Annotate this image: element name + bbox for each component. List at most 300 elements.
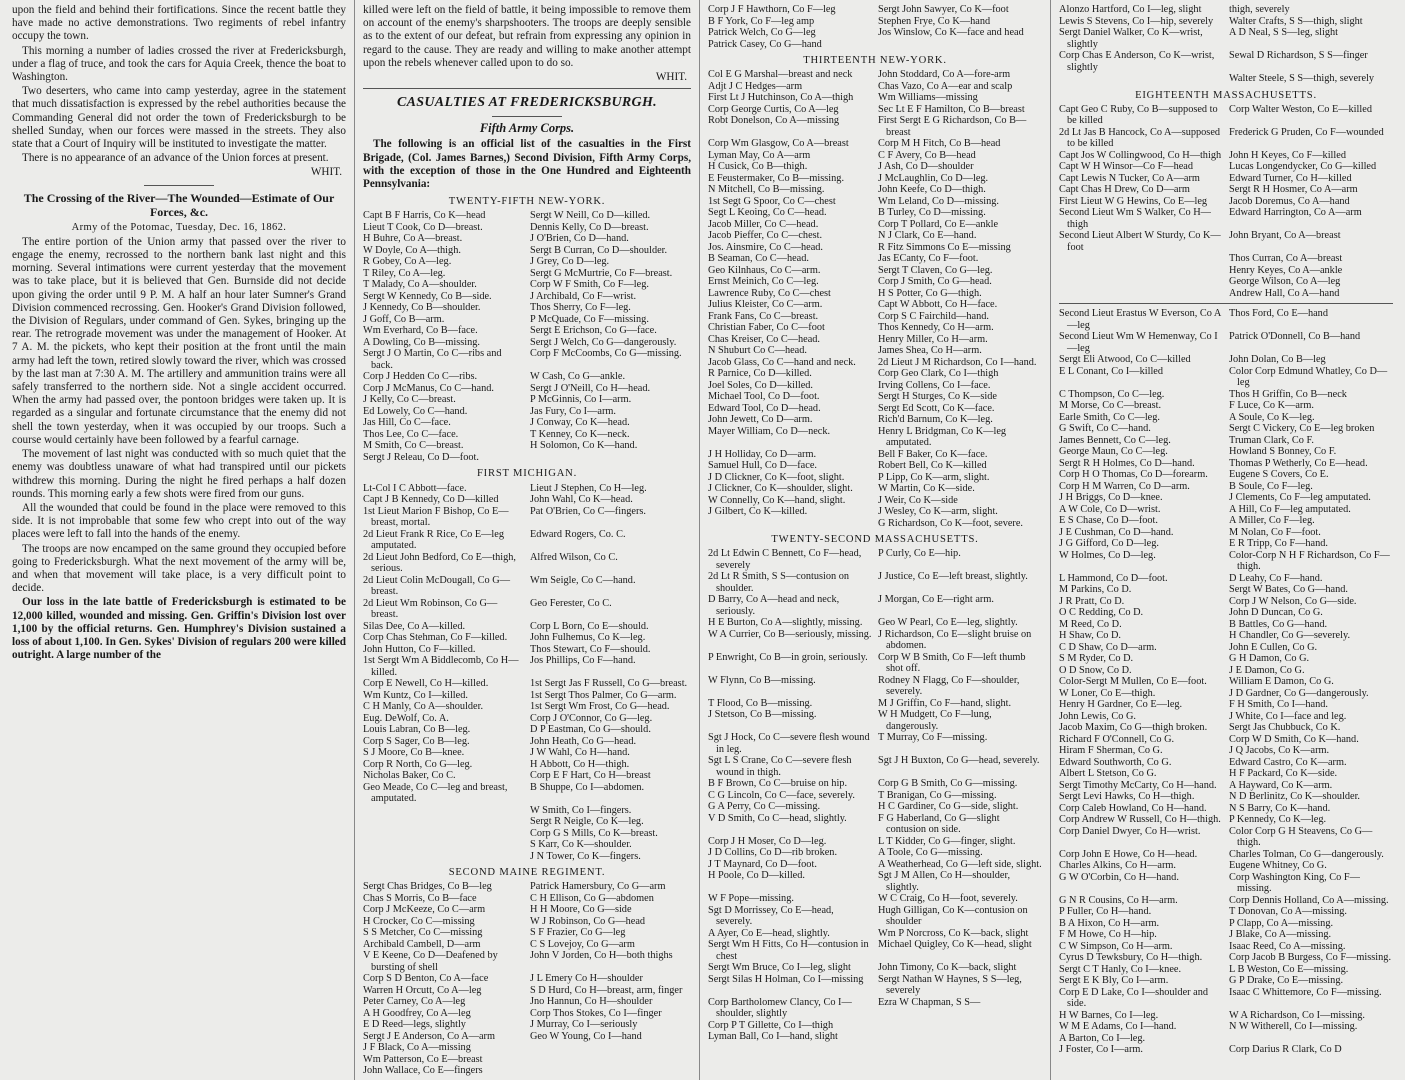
casualty-entry: Andrew Hall, Co A—hand: [1229, 287, 1340, 299]
casualty-entry: John Keefe, Co D—thigh.: [878, 184, 986, 196]
casualty-entry: thigh, severely: [1229, 4, 1290, 15]
casualty-entry: Jno Hannun, Co H—shoulder: [530, 996, 653, 1008]
casualty-entry: H S Potter, Co G—thigh.: [878, 287, 982, 299]
casualty-entry: P Curly, Co E—hip.: [878, 548, 961, 560]
casualty-entry: 2d Lieut John Bedford, Co E—thigh, serious.: [363, 551, 517, 575]
casualty-entry: T Murray, Co F—missing.: [878, 732, 988, 744]
casualty-entry: Corp Washington King, Co F—missing.: [1229, 871, 1360, 895]
casualty-entry: Isaac Reed, Co A—missing.: [1229, 940, 1346, 952]
article-paragraph: upon the field and behind their fortifications. Since the recent battle they have made no active demonstrations. Two regiments of rebel infantry occupy the town.: [12, 4, 346, 43]
casualty-entry: Wm Seigle, Co C—hand.: [530, 574, 636, 586]
casualty-entry: J O'Brien, Co D—hand.: [530, 233, 629, 245]
casualty-entry: Capt Geo C Ruby, Co B—supposed to be killed: [1059, 103, 1218, 127]
casualty-entry: Wm Leland, Co D—missing.: [878, 195, 999, 207]
casualty-entry: Wm P Norcross, Co K—back, slight: [878, 927, 1029, 939]
casualty-entry: N W Witherell, Co I—missing.: [1229, 1021, 1358, 1033]
casualty-entry: Earle Smith, Co C—leg.: [1059, 411, 1160, 423]
casualty-list: [363, 210, 691, 463]
casualty-entry: Patrick Casey, Co G—hand: [708, 38, 822, 50]
casualty-entry: A Toole, Co G—missing.: [878, 847, 983, 859]
casualty-entry: Ezra W Chapman, S S—: [878, 996, 981, 1008]
casualty-entry: N D Berlinitz, Co K—shoulder.: [1229, 791, 1361, 803]
casualty-entry: Patrick O'Donnell, Co B—hand: [1229, 331, 1361, 343]
casualty-entry: Sergt Timothy McCarty, Co H—hand.: [1059, 779, 1217, 791]
casualty-entry: Lewis S Stevens, Co I—hip, severely: [1059, 15, 1214, 27]
casualty-entry: J Wesley, Co K—arm, slight.: [878, 506, 998, 518]
casualty-entry: R Fitz Simmons Co E—missing: [878, 241, 1011, 253]
casualty-entry: W Doyle, Co A—thigh.: [363, 244, 461, 256]
casualty-entry: Geo W Pearl, Co E—leg, slightly.: [878, 617, 1018, 629]
casualty-entry: C G Lincoln, Co C—face, severely.: [708, 789, 855, 801]
casualty-entry: Corp Chas E Anderson, Co K—wrist, slightly: [1059, 50, 1215, 73]
casualty-entry: William E Damon, Co G.: [1229, 676, 1334, 688]
casualty-entry: P McQuade, Co F—missing.: [530, 313, 649, 325]
casualty-entry: Corp Daniel Dwyer, Co H—wrist.: [1059, 825, 1201, 837]
casualty-entry: Corp J W Nelson, Co G—side.: [1229, 595, 1357, 607]
casualty-entry: Walter Steele, S S—thigh, severely: [1229, 73, 1375, 84]
casualty-entry: Sergt Wm H Fitts, Co H—contusion in chest: [708, 939, 869, 962]
casualty-entry: L T Kidder, Co G—finger, slight.: [878, 835, 1016, 847]
casualty-entry: Richard F O'Connell, Co G.: [1059, 733, 1175, 745]
casualty-entry: J Clements, Co F—leg amputated.: [1229, 492, 1371, 504]
casualty-entry: [1059, 288, 1223, 300]
casualty-entry: T Donovan, Co A—missing.: [1229, 906, 1347, 918]
casualty-entry: J McLaughlin, Co D—leg.: [878, 172, 989, 184]
casualty-entry: Corp R North, Co G—leg.: [363, 758, 473, 770]
casualty-entry: S S Metcher, Co C—missing: [363, 927, 483, 939]
casualty-entry: John Hutton, Co F—killed.: [363, 643, 476, 655]
casualty-entry: G P Drake, Co E—missing.: [1229, 975, 1344, 987]
casualty-entry: Sergt Levi Hawks, Co H—thigh.: [1059, 791, 1195, 803]
casualty-entry: F G Haberland, Co G—slight contusion on side.: [878, 812, 1000, 836]
casualty-entry: J D Gardner, Co G—dangerously.: [1229, 687, 1369, 699]
casualty-entry: A Ayer, Co E—head, slightly.: [708, 927, 830, 939]
casualty-entry: Corp L Born, Co E—should.: [530, 620, 649, 632]
column-2: [355, 0, 700, 1080]
casualty-entry: [1059, 276, 1223, 288]
casualty-entry: Corp H M Warren, Co D—arm.: [1059, 480, 1190, 492]
casualty-entry: Charles Tolman, Co G—dangerously.: [1229, 848, 1384, 860]
casualty-entry: T Flood, Co B—missing.: [708, 697, 813, 709]
casualty-entry: First Sergt E G Richardson, Co B—breast: [878, 115, 1027, 138]
casualty-entry: E Feustermaker, Co B—missing.: [708, 172, 845, 184]
casualty-entry: Ed Lowely, Co C—hand.: [363, 405, 468, 417]
casualty-entry: Hiram F Sherman, Co G.: [1059, 745, 1163, 757]
casualty-entry: Corp J McManus, Co C—hand.: [363, 382, 494, 394]
casualty-entry: Lyman Ball, Co I—hand, slight: [708, 1031, 838, 1043]
casualty-entry: Eug. DeWolf, Co. A.: [363, 712, 449, 724]
casualty-entry: B Battles, Co G—hand.: [1229, 618, 1328, 630]
casualty-entry: Jos Phillips, Co F—hand.: [530, 655, 636, 667]
casualty-entry: H H Moore, Co G—side: [530, 904, 632, 916]
casualty-entry: Rich'd Barnum, Co K—leg.: [878, 414, 993, 426]
casualty-entry: Archibald Cambell, D—arm: [363, 938, 481, 950]
casualty-entry: A Hill, Co F—leg amputated.: [1229, 503, 1351, 515]
casualty-entry: D Barry, Co A—head and neck, seriously.: [708, 594, 840, 617]
casualty-entry: Segt L Keoing, Co C—head.: [708, 207, 827, 219]
casualty-entry: Hugh Gilligan, Co K—contusion on shoulder: [878, 904, 1028, 928]
casualty-entry: Irving Collens, Co I—face.: [878, 379, 991, 391]
casualty-entry: Second Lieut Wm S Walker, Co H—thigh: [1059, 207, 1211, 230]
casualty-entry: Thos Curran, Co A—breast: [1229, 253, 1343, 265]
casualty-entry: Sec Lt E F Hamilton, Co B—breast: [878, 103, 1025, 115]
casualty-entry: H Poole, Co D—killed.: [708, 870, 805, 882]
casualty-entry: John Heath, Co G—head.: [530, 735, 637, 747]
casualty-entry: John E Cullen, Co G.: [1229, 641, 1318, 653]
casualty-entry: Lieut J Stephen, Co H—leg.: [530, 482, 647, 494]
casualty-entry: Corp J H Moser, Co D—leg.: [708, 835, 827, 847]
casualty-entry: Corp J McKeeze, Co C—arm: [363, 904, 486, 916]
casualty-entry: 2d Lieut J M Richardson, Co I—hand.: [878, 356, 1037, 368]
casualty-entry: 2d Lt R Smith, S S—contusion on shoulder.: [708, 571, 850, 594]
casualty-entry: Corp T Pollard, Co E—ankle: [878, 218, 999, 230]
casualty-entry: J R Pratt, Co D.: [1059, 595, 1125, 607]
casualty-entry: Mayer William, Co D—neck.: [708, 425, 831, 437]
casualty-entry: Chas Kreiser, Co C—head.: [708, 333, 820, 345]
casualty-entry: Jacob Maxim, Co G—thigh broken.: [1059, 722, 1208, 734]
casualty-entry: Peter Carney, Co A—leg: [363, 996, 466, 1008]
casualty-list: [1059, 308, 1393, 1056]
casualty-entry: B F York, Co F—leg amp: [708, 15, 815, 27]
casualty-entry: Sergt Eli Atwood, Co C—killed: [1059, 354, 1191, 366]
casualty-entry: W Smith, Co I—fingers.: [530, 804, 632, 816]
casualty-entry: B A Hixon, Co H—arm.: [1059, 917, 1160, 929]
casualty-entry: Corp G S Mills, Co K—breast.: [530, 827, 658, 839]
casualty-entry: J N Tower, Co K—fingers.: [530, 850, 641, 862]
casualty-entry: Corp G B Smith, Co G—missing.: [878, 778, 1018, 790]
casualty-entry: Sgt J Hock, Co C—severe flesh wound in leg.: [708, 732, 870, 755]
casualty-entry: Wm Patterson, Co E—breast: [363, 1053, 483, 1065]
casualty-entry: Rodney N Flagg, Co F—shoulder, severely.: [878, 674, 1020, 698]
casualty-entry: H Abbott, Co H—thigh.: [530, 758, 630, 770]
casualty-entry: J Conway, Co K—head.: [530, 417, 630, 429]
casualty-entry: J H Holliday, Co D—arm.: [708, 448, 817, 460]
casualty-entry: Corp P T Gillette, Co I—thigh: [708, 1019, 834, 1031]
casualties-headline: CASUALTIES AT FREDERICKSBURGH.: [397, 95, 657, 111]
casualty-entry: H C Gardiner, Co G—side, slight.: [878, 801, 1019, 813]
casualty-entry: Sergt John Sawyer, Co K—foot: [878, 4, 1009, 15]
casualty-entry: Corp Darius R Clark, Co D: [1229, 1044, 1342, 1056]
casualty-entry: Jos. Ainsmire, Co C—head.: [708, 241, 823, 253]
casualty-entry: Sergt J Releau, Co D—foot.: [363, 451, 479, 463]
casualty-entry: T Riley, Co A—leg.: [363, 267, 446, 279]
casualty-entry: W F Pope—missing.: [708, 893, 794, 905]
casualty-entry: Eugene Whitney, Co G.: [1229, 860, 1327, 872]
casualty-entry: Thos Ford, Co E—hand: [1229, 308, 1328, 320]
casualty-entry: J Kelly, Co C—breast.: [363, 394, 456, 406]
casualty-entry: Adjt J C Hedges—arm: [708, 80, 803, 92]
casualty-entry: John Timony, Co K—back, slight: [878, 962, 1017, 974]
casualty-entry: Henry L Bridgman, Co K—leg amputated.: [878, 425, 1007, 449]
casualty-list: [1059, 4, 1393, 85]
casualty-entry: Jacob Miller, Co C—head.: [708, 218, 819, 230]
casualty-entry: Ernst Meinich, Co C—leg.: [708, 276, 819, 288]
casualty-entry: Geo Kilnhaus, Co C—arm.: [708, 264, 821, 276]
casualty-entry: Alfred Wilson, Co C.: [530, 551, 618, 563]
casualty-entry: Corp George Curtis, Co A—leg: [708, 103, 839, 115]
casualty-entry: 1st Sergt Wm A Biddlecomb, Co H—killed.: [363, 655, 519, 678]
casualty-entry: A W Cole, Co D—wrist.: [1059, 503, 1161, 515]
casualty-entry: 2d Lt Edwin C Bennett, Co F—head, severely: [708, 548, 862, 571]
casualty-entry: John H Keyes, Co F—killed: [1229, 149, 1346, 161]
casualty-entry: 2d Lieut Frank R Rice, Co E—leg amputated.: [363, 528, 504, 552]
casualty-entry: B F Brown, Co C—bruise on hip.: [708, 778, 848, 790]
casualty-entry: Corp H O Thomas, Co D—forearm.: [1059, 469, 1208, 481]
casualty-entry: H Solomon, Co K—hand.: [530, 440, 638, 452]
casualty-entry: Corp F McCoombs, Co G—missing.: [530, 348, 682, 360]
casualty-entry: Thos Sherry, Co F—leg.: [530, 302, 631, 314]
casualty-entry: John Wahl, Co K—head.: [530, 494, 633, 506]
casualty-entry: Edward Rogers, Co. C.: [530, 528, 626, 540]
casualty-entry: Sgt L S Crane, Co C—severe flesh wound in thigh.: [708, 755, 852, 778]
casualty-entry: Corp Dennis Holland, Co A—missing.: [1229, 894, 1389, 906]
casualty-entry: Corp W D Smith, Co K—hand.: [1229, 733, 1359, 745]
divider: [144, 185, 214, 186]
casualty-entry: Sergt Ed Scott, Co K—face.: [878, 402, 995, 414]
casualty-entry: Corp Walter Weston, Co E—killed: [1229, 103, 1372, 115]
casualty-entry: Geo Meade, Co C—leg and breast, amputated.: [363, 781, 508, 805]
casualty-entry: Sewal D Richardson, S S—finger: [1229, 50, 1368, 61]
casualty-entry: M J Griffin, Co F—hand, slight.: [878, 697, 1012, 709]
casualty-entry: Frederick G Pruden, Co F—wounded: [1229, 126, 1384, 138]
casualty-entry: Capt Chas H Drew, Co D—arm: [1059, 184, 1190, 196]
casualty-entry: Corp Caleb Howland, Co H—hand.: [1059, 802, 1207, 814]
casualty-entry: 2d Lt Jas B Hancock, Co A—supposed to be killed: [1059, 126, 1221, 150]
casualty-entry: [530, 1054, 691, 1066]
casualty-entry: Sergt R H Holmes, Co D—hand.: [1059, 457, 1195, 469]
casualty-entry: J L Emery Co H—shoulder: [530, 973, 643, 985]
casualty-entry: Sergt C Vickery, Co E—leg broken: [1229, 423, 1375, 435]
casualty-entry: Corp W B Smith, Co F—left thumb shot off.: [878, 651, 1026, 675]
casualty-entry: H W Barnes, Co I—leg.: [1059, 1009, 1159, 1021]
casualty-entry: Silas Dee, Co A—killed.: [363, 620, 466, 632]
casualty-entry: C S Lovejoy, Co G—arm: [530, 938, 635, 950]
casualty-entry: J Archibald, Co F—wrist.: [530, 290, 637, 302]
casualty-entry: J Weir, Co K—side: [878, 494, 958, 506]
casualty-entry: Jacob Pieffer, Co C—chest.: [708, 230, 823, 242]
divider: [492, 116, 562, 117]
casualty-entry: John Fulhemus, Co K—leg.: [530, 632, 646, 644]
casualty-list: [363, 881, 691, 1077]
casualty-entry: Sergt Chas Bridges, Co B—leg: [363, 881, 492, 893]
casualty-entry: G N R Cousins, Co H—arm.: [1059, 894, 1178, 906]
casualty-entry: [1059, 73, 1223, 85]
casualty-entry: Thos Lee, Co C—face.: [363, 428, 459, 440]
casualty-entry: Color-Corp N H F Richardson, Co F—thigh.: [1229, 549, 1390, 573]
article-paragraph: Two deserters, who came into camp yesterday, agree in the statement that much dissatisfaction is expressed by the rebel authorities because the Commanding General did not order the town of Fredericksburgh to be shelled Sunday, when our forces were massed in the streets. They also state that a Court of Inquiry will be instituted to investigate the matter.: [12, 85, 346, 151]
casualty-entry: J Blake, Co A—missing.: [1229, 929, 1332, 941]
casualty-entry: H Shaw, Co D.: [1059, 630, 1121, 642]
casualty-entry: [708, 518, 872, 530]
casualty-entry: J Stetson, Co B—missing.: [708, 709, 817, 721]
casualty-entry: Chas Vazo, Co A—ear and scalp: [878, 80, 1013, 92]
casualty-entry: [878, 1031, 1042, 1043]
casualty-entry: 1st Sergt Jas F Russell, Co G—breast.: [530, 678, 688, 690]
casualty-entry: J F Black, Co A—missing: [363, 1042, 471, 1054]
casualty-entry: First Lt J Hutchinson, Co A—thigh: [708, 92, 854, 104]
casualty-entry: Lt-Col I C Abbott—face.: [363, 482, 467, 494]
casualty-entry: Michael Quigley, Co K—head, slight: [878, 939, 1032, 951]
casualty-entry: L Hammond, Co D—foot.: [1059, 572, 1168, 584]
casualty-entry: E L Conant, Co I—killed: [1059, 365, 1164, 377]
casualty-entry: B Turley, Co D—missing.: [878, 207, 986, 219]
casualty-entry: S M Ryder, Co D.: [1059, 653, 1134, 665]
regiment-heading: FIRST MICHIGAN.: [476, 468, 578, 480]
casualty-entry: F M Howe, Co H—hip.: [1059, 929, 1157, 941]
casualty-entry: Corp J Hedden Co C—ribs.: [363, 371, 478, 383]
casualty-entry: Sergt E Erichson, Co G—face.: [530, 325, 657, 337]
casualty-entry: Wm Everhard, Co B—face.: [363, 325, 478, 337]
casualty-entry: Sgt D Morrissey, Co E—head, severely.: [708, 904, 834, 928]
casualty-entry: Dennis Kelly, Co D—breast.: [530, 221, 649, 233]
article-paragraph: The movement of last night was conducted with so much quiet that the enemy was doubtless unaware of what had transpired until our pickets withdrew this morning. During the night he fired perhaps a half dozen rounds. This morning early a few shots were fired from our guns.: [12, 448, 346, 500]
casualty-entry: J Foster, Co I—arm.: [1059, 1044, 1143, 1056]
article-paragraph: killed were left on the field of battle, it being impossible to remove them on account of the enemy's sharpshooters. The troops are deeply sensible as to the extent of our defeat, but refrain from expressing any opinion in regard to the cause. They are ready and willing to make another attempt upon the rebels whenever called upon to do so.: [363, 4, 692, 69]
casualty-entry: Capt B F Harris, Co K—head: [363, 210, 486, 222]
casualty-entry: C W Simpson, Co H—arm.: [1059, 940, 1173, 952]
casualty-entry: J H Briggs, Co D—knee.: [1059, 492, 1163, 504]
casualty-entry: Corp J Smith, Co G—head.: [878, 276, 992, 288]
article-paragraph: There is no appearance of an advance of the Union forces at present.: [22, 152, 329, 165]
casualty-list: [708, 548, 1042, 1043]
casualty-entry: A H Goodfrey, Co A—leg: [363, 1007, 471, 1019]
casualty-entry: W Loner, Co E—thigh.: [1059, 687, 1156, 699]
casualty-entry: H Cusick, Co B—thigh.: [708, 161, 808, 173]
casualty-entry: F H Smith, Co I—hand.: [1229, 699, 1328, 711]
casualty-entry: J Morgan, Co E—right arm.: [878, 594, 994, 606]
article-headline: The Crossing of the River—The Wounded—Estimate of Our Forces, &c.: [23, 190, 335, 219]
casualty-entry: [363, 805, 524, 817]
casualty-entry: Jacob Glass, Co C—hand and neck.: [708, 356, 856, 368]
casualty-entry: Geo W Young, Co I—hand: [530, 1030, 642, 1042]
casualty-entry: P Lipp, Co K—arm, slight.: [878, 471, 990, 483]
casualty-entry: Sgt J M Allen, Co H—shoulder, slightly.: [878, 870, 1011, 893]
casualty-entry: L B Weston, Co E—missing.: [1229, 963, 1349, 975]
casualty-entry: P Fuller, Co H—hand.: [1059, 906, 1152, 918]
casualty-entry: Geo Ferester, Co C.: [530, 597, 612, 609]
casualty-list: [708, 69, 1042, 529]
casualty-entry: E S Chase, Co D—foot.: [1059, 515, 1158, 527]
casualty-entry: R Gobey, Co A—leg.: [363, 256, 452, 268]
casualty-entry: Christian Faber, Co C—foot: [708, 322, 825, 334]
casualty-entry: Sergt W Neill, Co D—killed.: [530, 210, 651, 222]
casualty-entry: A Dowling, Co B—missing.: [363, 336, 481, 348]
casualty-entry: Sergt W Kennedy, Co B—side.: [363, 290, 492, 302]
casualty-entry: Wm Kuntz, Co I—killed.: [363, 689, 468, 701]
casualty-entry: C F Avery, Co B—head: [878, 149, 976, 161]
casualty-entry: John Jewett, Co D—arm.: [708, 414, 813, 426]
casualty-entry: C D Shaw, Co D—arm.: [1059, 641, 1157, 653]
casualty-entry: Edward Castro, Co K—arm.: [1229, 756, 1347, 768]
casualty-entry: Lucas Longendycker, Co G—killed: [1229, 161, 1377, 173]
casualty-entry: Sergt Silas H Holman, Co I—missing: [708, 973, 864, 985]
casualty-entry: C Thompson, Co C—leg.: [1059, 388, 1165, 400]
casualty-entry: M Morse, Co C—breast.: [1059, 400, 1162, 412]
casualty-entry: O D Snow, Co D.: [1059, 664, 1132, 676]
casualty-entry: Lieut T Cook, Co D—breast.: [363, 221, 483, 233]
casualty-entry: Sergt E K Bly, Co I—arm.: [1059, 975, 1169, 987]
casualty-entry: Thos H Griffin, Co B—neck: [1229, 388, 1347, 400]
casualty-entry: N S Barry, Co K—hand.: [1229, 802, 1331, 814]
casualty-entry: Corp W F Smith, Co F—leg.: [530, 279, 649, 291]
casualty-entry: Corp S Sager, Co B—leg.: [363, 735, 470, 747]
casualty-entry: T Kenney, Co K—neck.: [530, 428, 630, 440]
casualty-entry: [878, 39, 1042, 51]
casualty-entry: Color-Sergt M Mullen, Co E—foot.: [1059, 676, 1207, 688]
casualty-entry: G A Perry, Co C—missing.: [708, 801, 821, 813]
casualty-entry: J Clickner, Co K—shoulder, slight.: [708, 483, 853, 495]
casualty-entry: Jos Winslow, Co K—face and head: [878, 27, 1024, 38]
column-1: [4, 0, 355, 1080]
casualty-entry: 2d Lieut Colin McDougall, Co G—breast.: [363, 574, 511, 598]
casualty-entry: Sergt B Curran, Co D—shoulder.: [530, 244, 668, 256]
casualty-entry: Bell F Baker, Co K—face.: [878, 448, 988, 460]
casualty-entry: Sergt J E Anderson, Co A—arm: [363, 1030, 495, 1042]
casualty-entry: Warren H Orcutt, Co A—leg: [363, 984, 482, 996]
casualty-entry: Sergt G McMurtrie, Co F—breast.: [530, 267, 673, 279]
casualty-entry: J E Damon, Co G.: [1229, 664, 1305, 676]
casualty-entry: Cyrus D Tewksbury, Co H—thigh.: [1059, 952, 1203, 964]
article-paragraph: The troops are now encamped on the same ground they occupied before going to Fredericksburgh. What the next movement of the army will be, and when that movement will take place, is a very difficult point to decide.: [12, 542, 346, 595]
casualty-entry: Isaac C Whittemore, Co F—missing.: [1229, 986, 1382, 998]
casualty-entry: G Swift, Co C—hand.: [1059, 423, 1151, 435]
casualty-entry: W A Currier, Co B—seriously, missing.: [708, 628, 872, 640]
casualty-entry: O C Redding, Co D.: [1059, 607, 1144, 619]
casualty-entry: S D Hurd, Co H—breast, arm, finger: [530, 984, 683, 996]
casualty-entry: Robt Donelson, Co A—missing: [708, 115, 840, 127]
column-3: [700, 0, 1051, 1080]
regiment-heading: TWENTY-FIFTH NEW-YORK.: [448, 196, 606, 208]
casualty-entry: Corp J O'Connor, Co G—leg.: [530, 712, 653, 724]
article-paragraph: The entire portion of the Union army that passed over the river to engage the enemy, recrossed to the northern bank last night and this morning. Several intimations were current yesterday that the movement was to take place, but it is believed that Gen. Burnside did not decide upon giving the order until 9 P. M. A half an hour later Sumner's Grand Division commenced recrossing. Gen. Hooker's Grand Division followed, the Division of Regulars, under command of Gen. Sykes, bringing up the rear. The retrograde movement was under the management of Hooker. At 7 A. M. the pickets, who kept their position at the front until the main army had left the town, retired slowly toward the river, which was crossed by the last man at 7:30 A. M. The artillery and ammunition trains were all safely transferred to the northern side. Not a single accident occurred. When the army had passed over, the pontoon bridges were taken up. It is regarded as a singular and fortunate circumstance that the enemy did not shell the town yesterday, when it was occupied by our troops. Such a course would certainly have been followed by a fearful carnage.: [12, 235, 346, 446]
casualty-entry: Corp S D Benton, Co A—face: [363, 973, 489, 985]
casualty-entry: Truman Clark, Co F.: [1229, 434, 1314, 446]
casualty-entry: J White, Co I—face and leg.: [1229, 710, 1347, 722]
casualty-entry: P Clapp, Co A—missing.: [1229, 917, 1334, 929]
casualty-entry: Corp Bartholomew Clancy, Co I—shoulder, slightly: [708, 996, 852, 1020]
byline-signature: WHIT.: [310, 166, 342, 179]
casualty-entry: Corp M H Fitch, Co B—head: [878, 138, 1001, 150]
casualty-entry: Sergt Wm Bruce, Co I—leg, slight: [708, 962, 851, 974]
casualty-entry: [363, 828, 524, 840]
casualty-entry: Thos Stewart, Co F—should.: [530, 643, 651, 655]
casualty-entry: Jas Fury, Co I—arm.: [530, 405, 616, 417]
divider: [1059, 303, 1393, 304]
casualty-entry: A Hayward, Co K—arm.: [1229, 779, 1333, 791]
casualty-entry: Sergt R H Hosmer, Co A—arm: [1229, 184, 1358, 196]
casualty-entry: [1059, 265, 1223, 277]
column-4: [1051, 0, 1401, 1080]
casualty-entry: Walter Crafts, S S—thigh, slight: [1229, 15, 1363, 27]
casualty-entry: V E Keene, Co D—Deafened by bursting of shell: [363, 950, 498, 973]
casualty-intro: The following is an official list of the casualties in the First Brigade, (Col. James Barnes,) Second Division, Fifth Army Corps, with the exception of those in the One Hundred and Eighteenth Pennsylvania:: [363, 138, 692, 191]
casualty-entry: A Soule, Co K—leg.: [1229, 411, 1315, 423]
casualty-entry: Second Lieut Wm W Hemenway, Co I—leg: [1059, 331, 1218, 354]
casualty-entry: M Nolan, Co F—foot.: [1229, 526, 1321, 538]
casualty-entry: H F Packard, Co K—side.: [1229, 768, 1338, 780]
casualty-entry: [530, 452, 691, 464]
casualty-entry: Color Corp G H Steavens, Co G—thigh.: [1229, 825, 1373, 849]
casualty-entry: D Leahy, Co F—hand.: [1229, 572, 1323, 584]
casualty-entry: N Shuburt Co C—head.: [708, 345, 807, 357]
article-paragraph: This morning a number of ladies crossed the river at Fredericksburgh, under a flag of truce, and took the cars for Aquia Creek, thence the boat to Washington.: [12, 44, 346, 84]
casualty-entry: Eugene S Covers, Co E.: [1229, 469, 1329, 481]
casualty-entry: Corp Thos Stokes, Co I—finger: [530, 1007, 662, 1019]
casualty-entry: R Parnice, Co D—killed.: [708, 368, 812, 380]
casualty-entry: Jas Hill, Co C—face.: [363, 417, 451, 429]
casualty-entry: E D Reed—legs, slightly: [363, 1019, 466, 1031]
casualty-entry: Howland S Bonney, Co F.: [1229, 446, 1337, 458]
